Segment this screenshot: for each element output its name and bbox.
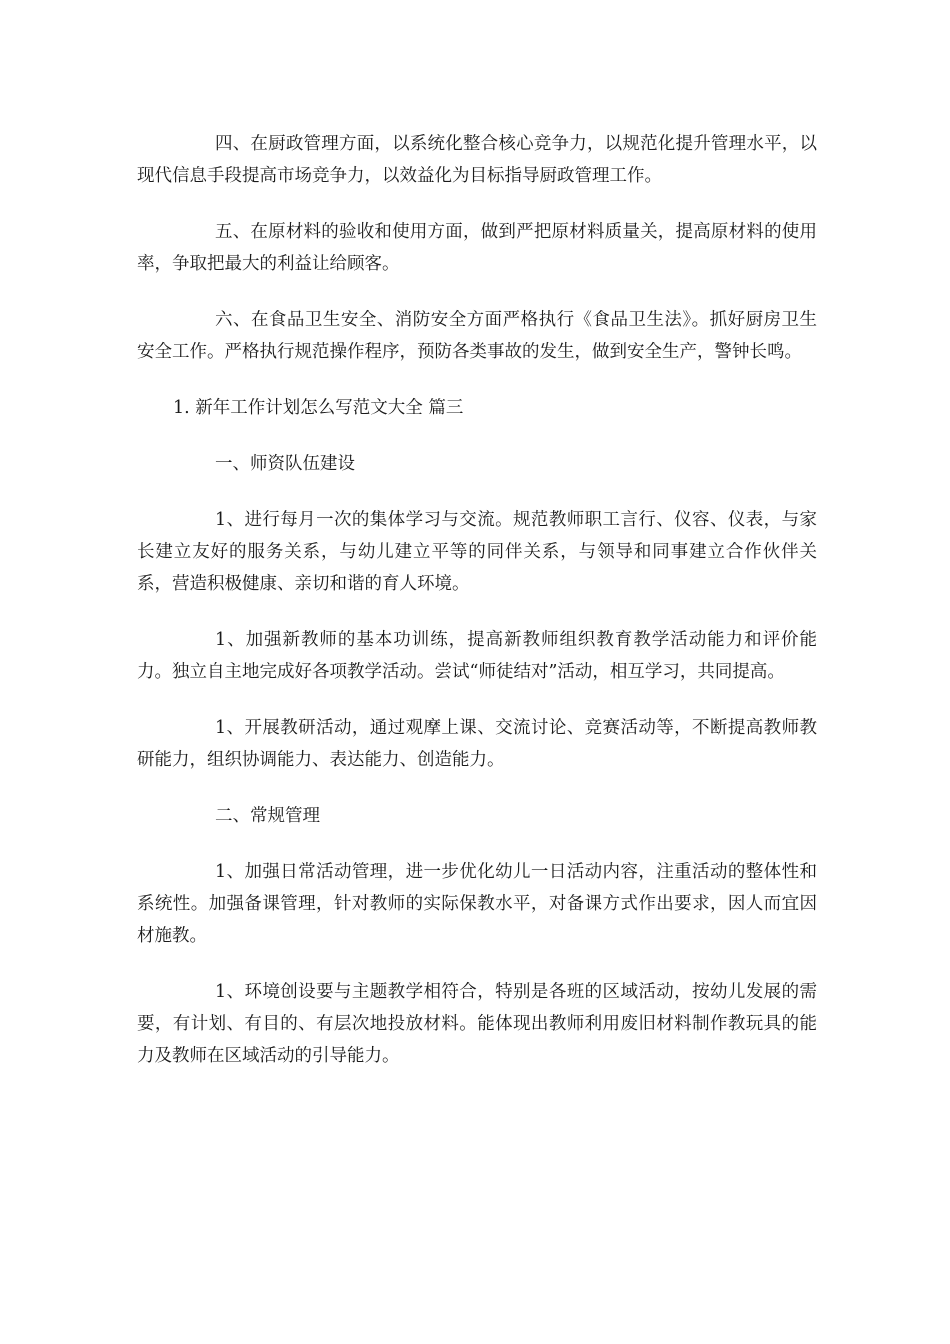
paragraph-raw-materials: 五、在原材料的验收和使用方面，做到严把原材料质量关，提高原材料的使用率，争取把最大的利益让给顾客。 [137,222,817,274]
paragraph-teaching-research: 1、开展教研活动，通过观摩上课、交流讨论、竞赛活动等，不断提高教师教研能力，组织协调能力、表达能力、创造能力。 [137,718,817,770]
paragraph-monthly-study: 1、进行每月一次的集体学习与交流。规范教师职工言行、仪容、仪表，与家长建立友好的服务关系，与幼儿建立平等的同伴关系，与领导和同事建立合作伙伴关系，营造积极健康、亲切和谐的育人环境。 [137,510,817,594]
section-title: 1. 新年工作计划怎么写范文大全 篇三 [173,398,464,418]
heading-teacher-team: 一、师资队伍建设 [215,454,355,474]
paragraph-food-safety: 六、在食品卫生安全、消防安全方面严格执行《食品卫生法》。抓好厨房卫生安全工作。严格执行规范操作程序，预防各类事故的发生，做到安全生产，警钟长鸣。 [137,310,817,362]
paragraph-new-teacher-training: 1、加强新教师的基本功训练，提高新教师组织教育教学活动能力和评价能力。独立自主地完成好各项教学活动。尝试“师徒结对”活动，相互学习，共同提高。 [137,630,817,682]
document-body [137,128,817,1096]
paragraph-kitchen-management: 四、在厨政管理方面，以系统化整合核心竞争力，以规范化提升管理水平，以现代信息手段提高市场竞争力，以效益化为目标指导厨政管理工作。 [137,134,817,186]
paragraph-daily-activities: 1、加强日常活动管理，进一步优化幼儿一日活动内容，注重活动的整体性和系统性。加强备课管理，针对教师的实际保教水平，对备课方式作出要求，因人而宜因材施教。 [137,862,817,946]
heading-routine-management: 二、常规管理 [215,806,320,826]
paragraph-environment: 1、环境创设要与主题教学相符合，特别是各班的区域活动，按幼儿发展的需要，有计划、有目的、有层次地投放材料。能体现出教师利用废旧材料制作教玩具的能力及教师在区域活动的引导能力。 [137,982,817,1066]
